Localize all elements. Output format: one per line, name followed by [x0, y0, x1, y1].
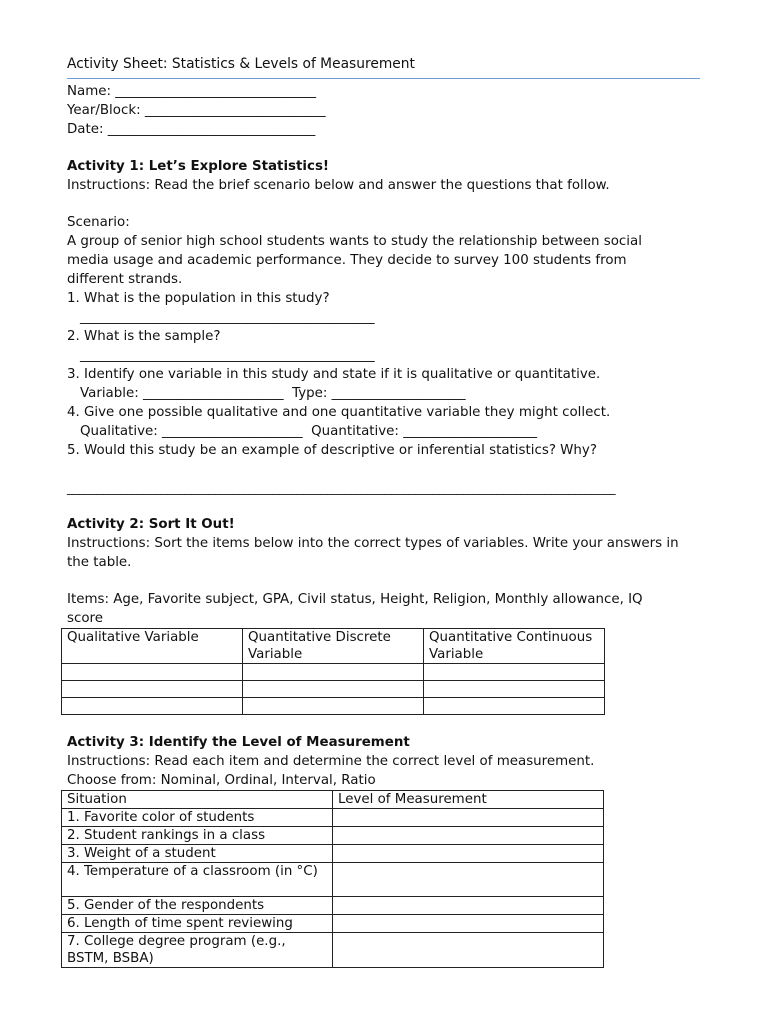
- activity2-instructions-line: the table.: [67, 555, 132, 570]
- situation-cell: 2. Student rankings in a class: [62, 827, 333, 845]
- activity1-title: Activity 1: Let’s Explore Statistics!: [67, 159, 330, 174]
- activity2-instructions-line: Instructions: Sort the items below into the correct types of variables. Write your answers in: [67, 536, 679, 551]
- items-line: Items: Age, Favorite subject, GPA, Civil status, Height, Religion, Monthly allowance, IQ: [67, 592, 643, 607]
- question-1: 1. What is the population in this study?: [67, 291, 330, 306]
- question-4: 4. Give one possible qualitative and one quantitative variable they might collect.: [67, 405, 611, 420]
- answer-cell[interactable]: [333, 845, 604, 863]
- answer-cell[interactable]: [333, 809, 604, 827]
- activity3-instructions: Instructions: Read each item and determine the correct level of measurement.: [67, 754, 595, 769]
- answer-line-5[interactable]: _____________________________________________________________________________________________: [67, 480, 616, 495]
- scenario-line: different strands.: [67, 272, 183, 287]
- sort-table: [61, 628, 605, 715]
- answer-line-4[interactable]: Qualitative: _____________________ Quantitative: ____________________: [80, 424, 538, 439]
- year-block-field[interactable]: Year/Block: ___________________________: [67, 103, 326, 118]
- table-cell[interactable]: [62, 681, 243, 698]
- question-2: 2. What is the sample?: [67, 329, 221, 344]
- answer-line-2[interactable]: ____________________________________________: [80, 348, 375, 363]
- scenario-line: media usage and academic performance. They decide to survey 100 students from: [67, 253, 627, 268]
- question-5: 5. Would this study be an example of descriptive or inferential statistics? Why?: [67, 443, 597, 458]
- answer-line-3[interactable]: Variable: _____________________ Type: ____________________: [80, 386, 466, 401]
- activity-sheet: [67, 55, 707, 968]
- table-cell[interactable]: [243, 664, 424, 681]
- situation-cell: 4. Temperature of a classroom (in °C): [62, 863, 333, 897]
- scenario-label: Scenario:: [67, 215, 130, 230]
- answer-cell[interactable]: [333, 863, 604, 897]
- table-cell[interactable]: [62, 698, 243, 715]
- table-cell[interactable]: [424, 681, 605, 698]
- column-header-level: Level of Measurement: [333, 791, 604, 809]
- activity3-title: Activity 3: Identify the Level of Measurement: [67, 735, 410, 750]
- scenario-line: A group of senior high school students wants to study the relationship between social: [67, 234, 642, 249]
- activity3-choices: Choose from: Nominal, Ordinal, Interval, Ratio: [67, 773, 376, 788]
- page-title: Activity Sheet: Statistics & Levels of Measurement: [67, 56, 415, 72]
- date-field[interactable]: Date: _______________________________: [67, 122, 316, 137]
- table-cell[interactable]: [424, 698, 605, 715]
- name-field[interactable]: Name: ______________________________: [67, 84, 317, 99]
- column-header-situation: Situation: [62, 791, 333, 809]
- table-cell[interactable]: [424, 664, 605, 681]
- table-cell[interactable]: [62, 664, 243, 681]
- column-header-qualitative: Qualitative Variable: [62, 629, 243, 664]
- question-3: 3. Identify one variable in this study and state if it is qualitative or quantitative.: [67, 367, 601, 382]
- activity2-title: Activity 2: Sort It Out!: [67, 517, 235, 532]
- situation-cell: 7. College degree program (e.g., BSTM, BSBA): [62, 933, 333, 968]
- activity1-instructions: Instructions: Read the brief scenario below and answer the questions that follow.: [67, 178, 610, 193]
- column-header-discrete: Quantitative Discrete Variable: [243, 629, 424, 664]
- answer-cell[interactable]: [333, 897, 604, 915]
- answer-cell[interactable]: [333, 915, 604, 933]
- table-cell[interactable]: [243, 681, 424, 698]
- column-header-continuous: Quantitative Continuous Variable: [424, 629, 605, 664]
- answer-cell[interactable]: [333, 933, 604, 968]
- answer-line-1[interactable]: ____________________________________________: [80, 310, 375, 325]
- measurement-table: [61, 790, 604, 968]
- situation-cell: 3. Weight of a student: [62, 845, 333, 863]
- situation-cell: 1. Favorite color of students: [62, 809, 333, 827]
- items-line: score: [67, 611, 103, 626]
- answer-cell[interactable]: [333, 827, 604, 845]
- table-cell[interactable]: [243, 698, 424, 715]
- situation-cell: 6. Length of time spent reviewing: [62, 915, 333, 933]
- situation-cell: 5. Gender of the respondents: [62, 897, 333, 915]
